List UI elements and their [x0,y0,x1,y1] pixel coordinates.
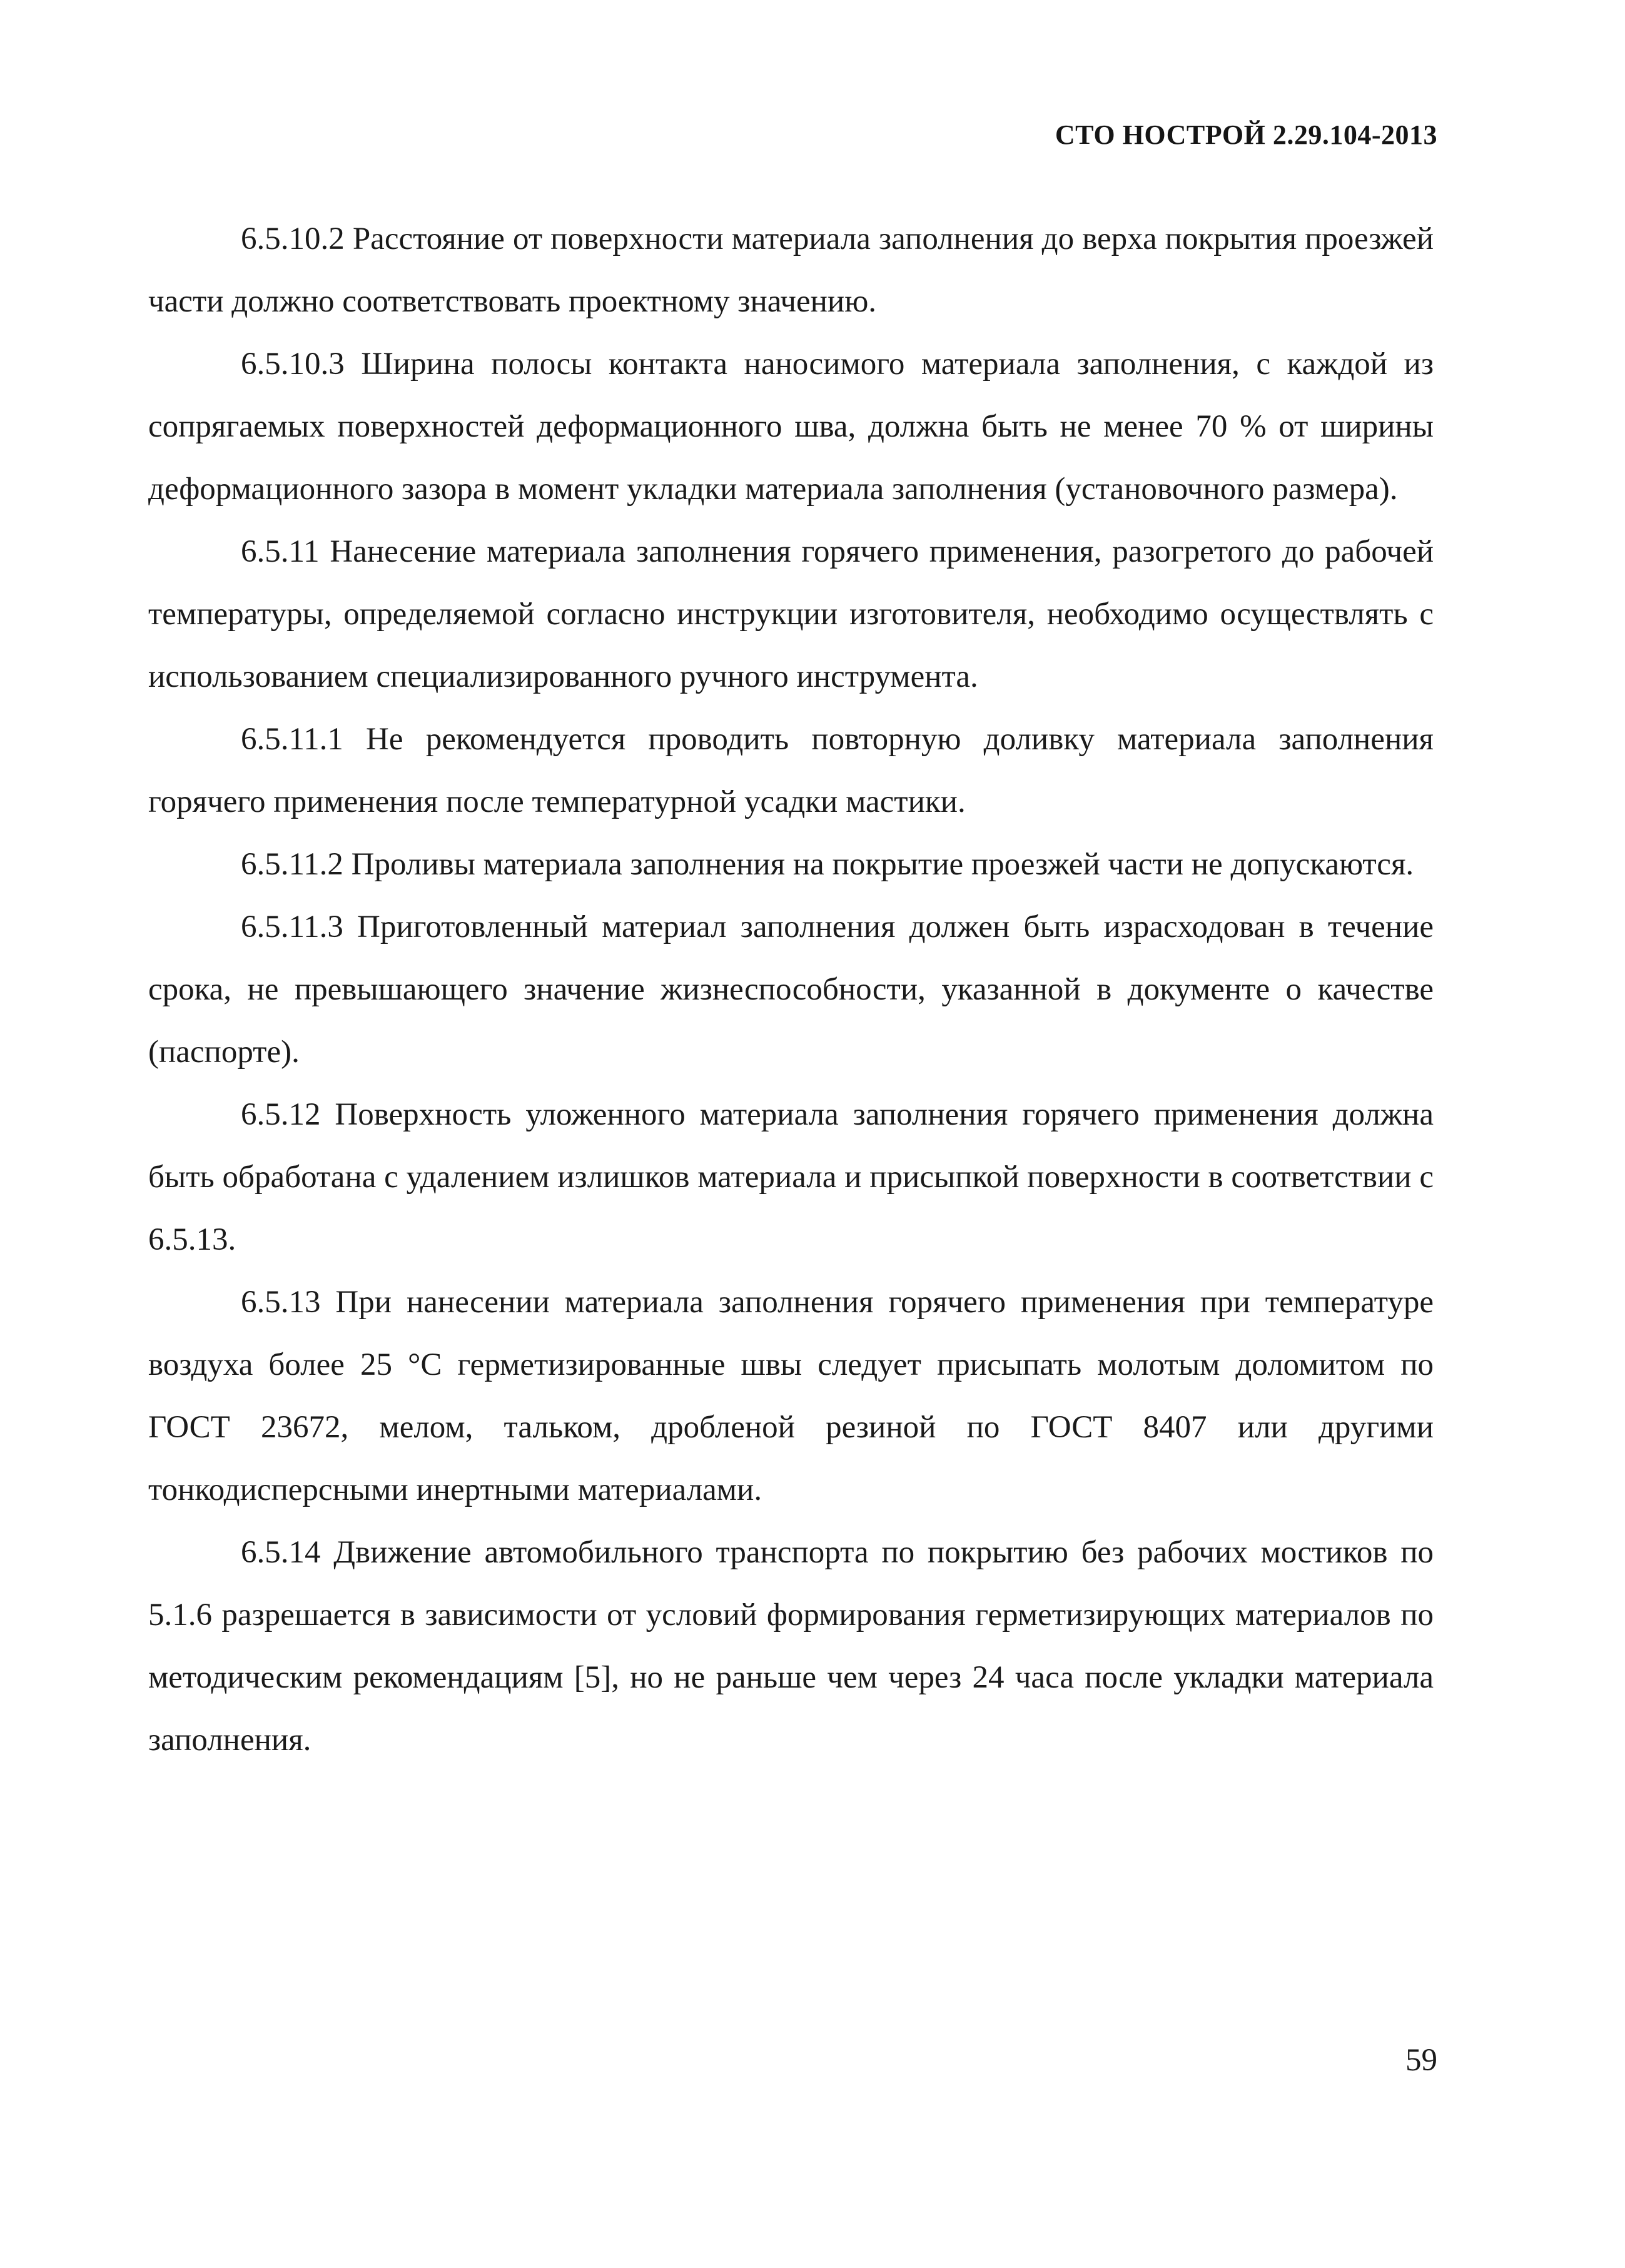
paragraph-6-5-11-3: 6.5.11.3 Приготовленный материал заполнения должен быть израсходован в течение срока, не превышающего значение жизнеспособности, указанной в документе о качестве (паспорте). [148,909,1434,1070]
paragraph-6-5-11: 6.5.11 Нанесение материала заполнения горячего применения, разогретого до рабочей температуры, определяемой согласно инструкции изготовителя, необходимо осуществлять с использованием специализированного ручного инструмента. [148,534,1434,694]
paragraph-6-5-11-2: 6.5.11.2 Проливы материала заполнения на покрытие проезжей части не допускаются. [241,847,1414,882]
paragraph-6-5-13: 6.5.13 При нанесении материала заполнения горячего применения при температуре воздуха более 25 °С герметизированные швы следует присыпать молотым доломитом по ГОСТ 23672, мелом, тальком, дробленой резиной по ГОСТ 8407 или другими тонкодисперсными инертными материалами. [148,1285,1434,1507]
paragraph-6-5-12: 6.5.12 Поверхность уложенного материала заполнения горячего применения должна быть обработана с удалением излишков материала и присыпкой поверхности в соответствии с 6.5.13. [148,1097,1434,1257]
document-code-header: СТО НОСТРОЙ 2.29.104-2013 [1055,119,1437,150]
paragraph-6-5-14: 6.5.14 Движение автомобильного транспорта по покрытию без рабочих мостиков по 5.1.6 разрешается в зависимости от условий формирования герметизирующих материалов по методическим рекомендациям [5], но не раньше чем через 24 часа после укладки материала заполнения. [148,1535,1434,1758]
paragraph-6-5-10-3: 6.5.10.3 Ширина полосы контакта наносимого материала заполнения, с каждой из сопрягаемых поверхностей деформационного шва, должна быть не менее 70 % от ширины деформационного зазора в момент укладки материала заполнения (установочного размера). [148,347,1434,507]
paragraph-6-5-11-1: 6.5.11.1 Не рекомендуется проводить повторную доливку материала заполнения горячего применения после температурной усадки мастики. [148,722,1434,819]
page-number: 59 [1405,2043,1437,2078]
document-body [148,208,1434,1771]
paragraph-6-5-10-2: 6.5.10.2 Расстояние от поверхности материала заполнения до верха покрытия проезжей части должно соответствовать проектному значению. [148,221,1434,319]
